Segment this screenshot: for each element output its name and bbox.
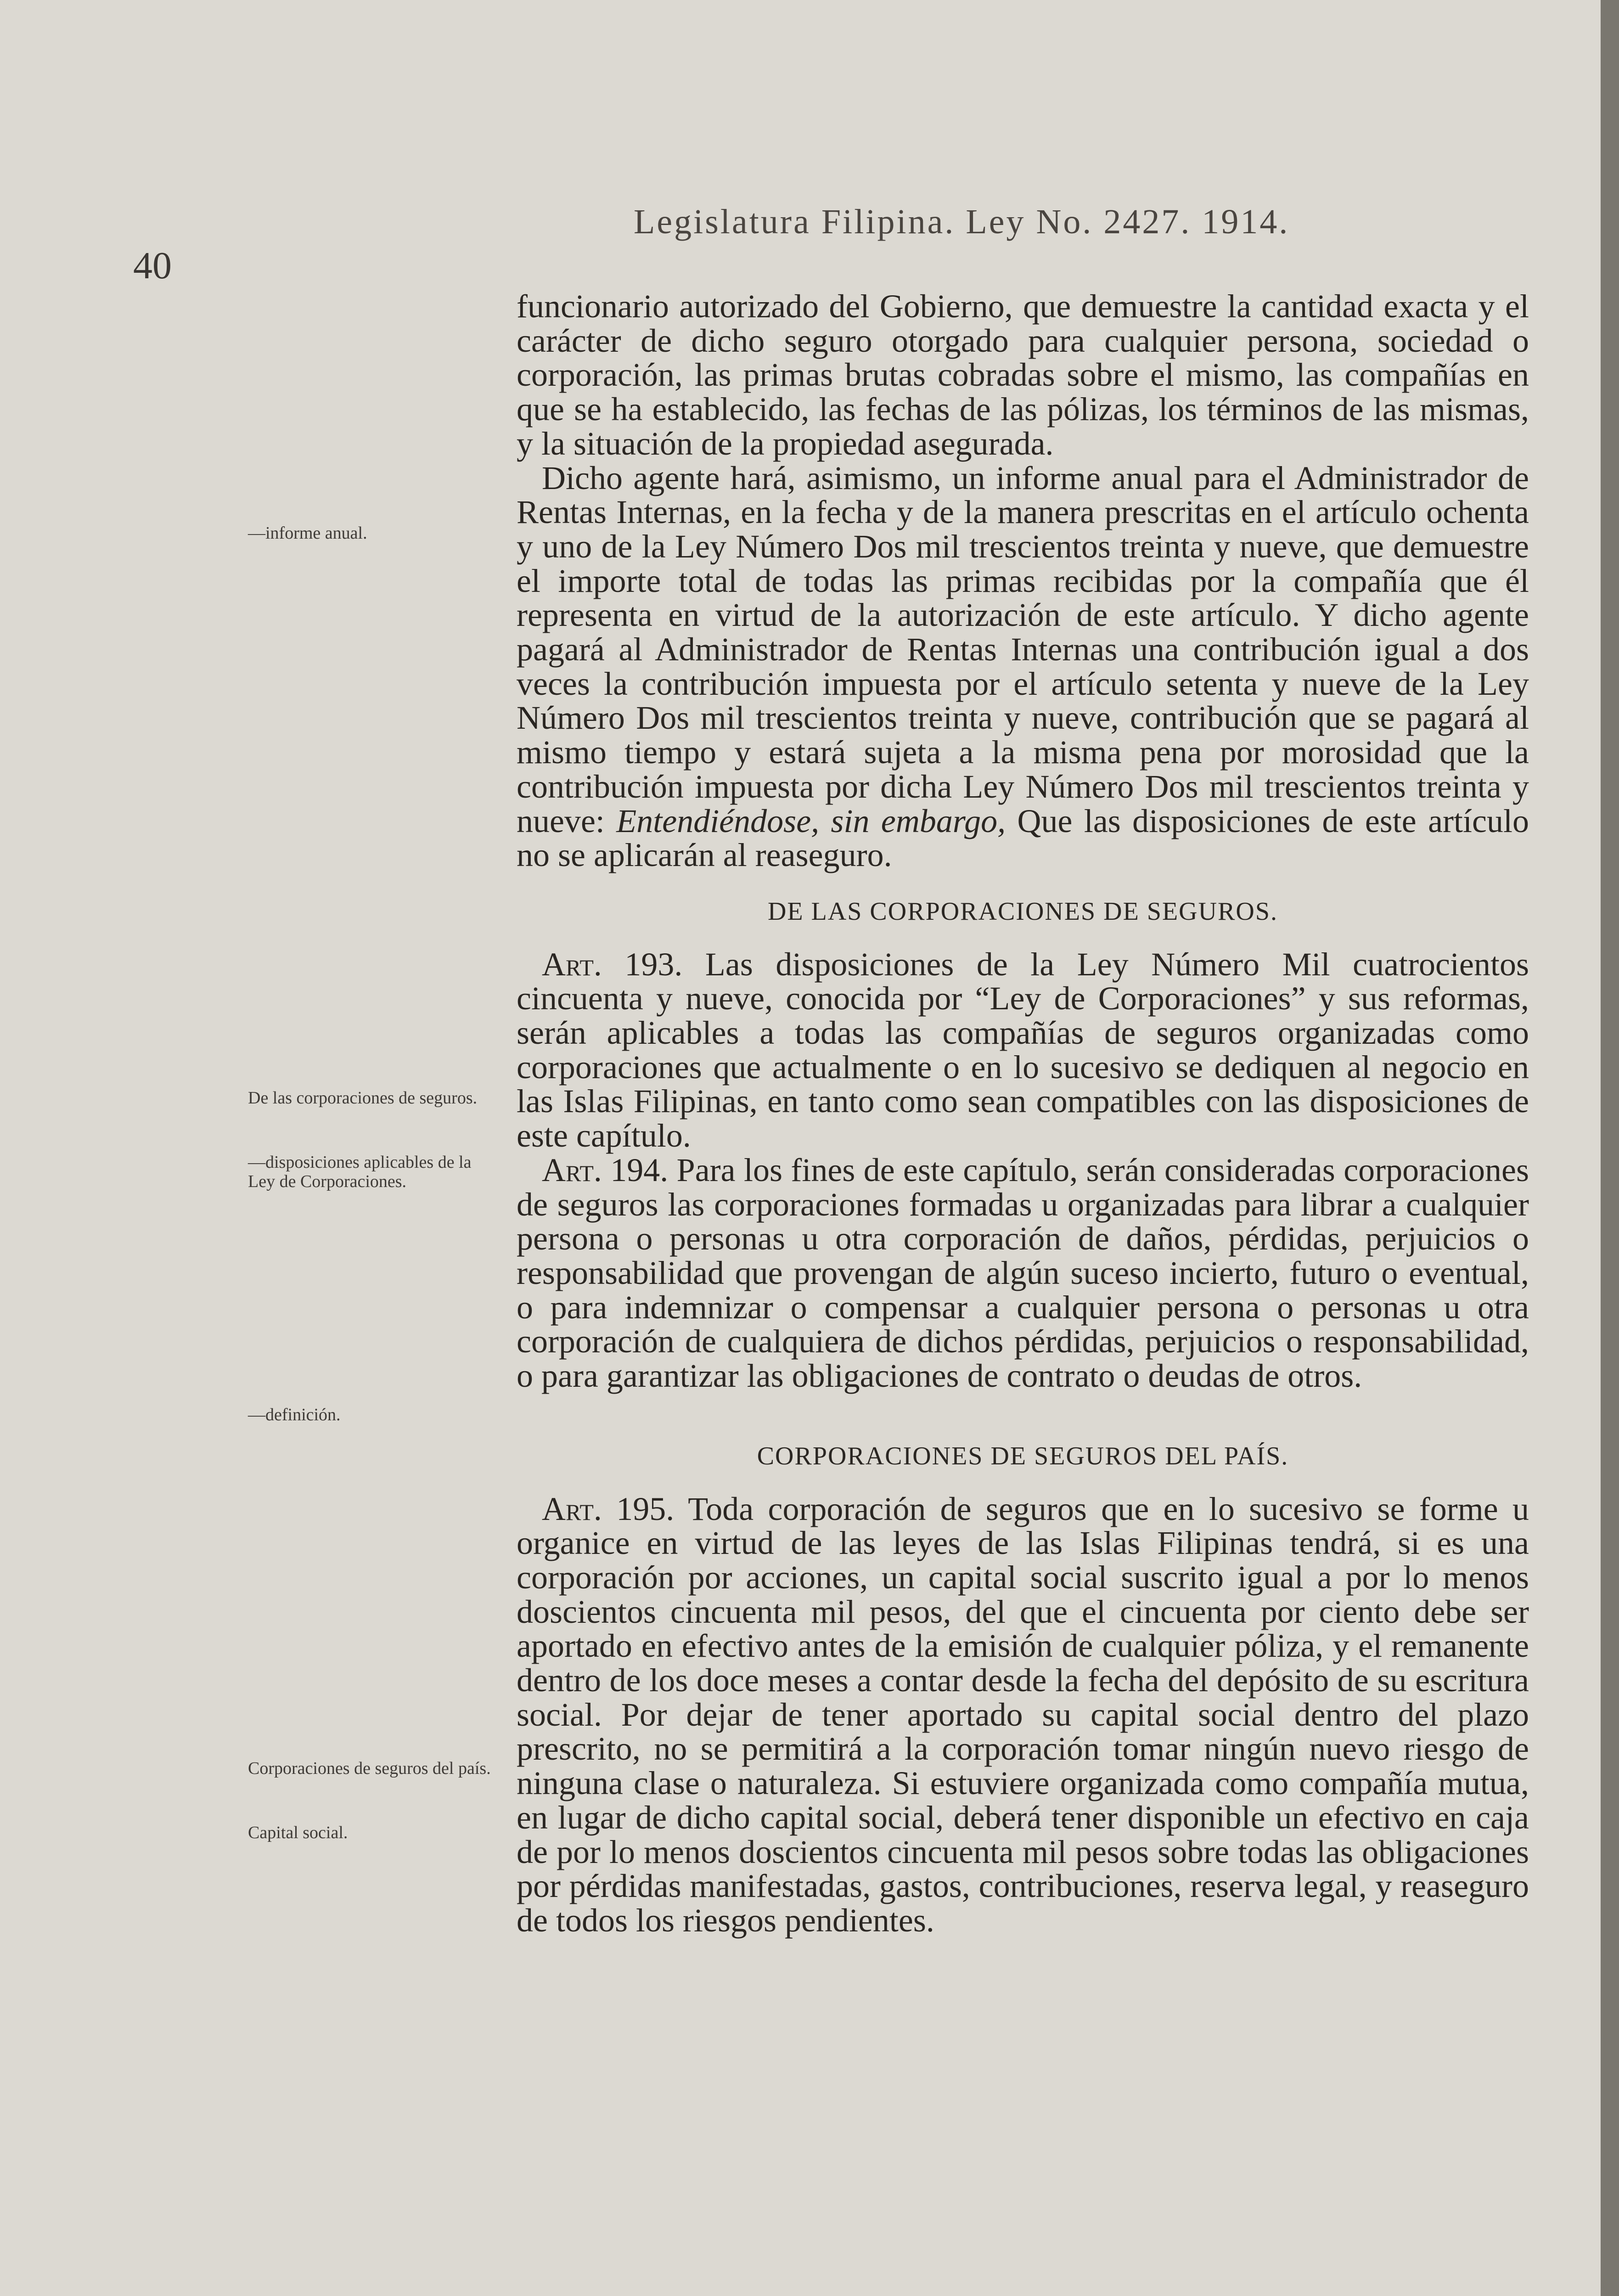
article-195-label: Art. 195. xyxy=(542,1490,675,1527)
body-text xyxy=(517,289,1529,1938)
paragraph-informe-anual-end: Que las disposiciones de este artículo no se aplicarán al reaseguro. xyxy=(517,802,1529,874)
section-heading-del-pais: CORPORACIONES DE SEGUROS DEL PAÍS. xyxy=(757,1441,1289,1470)
proviso-text: Entendiéndose, sin embargo, xyxy=(616,802,1006,839)
margin-note-de-las-corporaciones: De las corporaciones de seguros. xyxy=(248,1088,478,1108)
margin-note-informe-anual: —informe anual. xyxy=(248,523,367,543)
article-195-text: Toda corporación de seguros que en lo sucesivo se forme u organice en virtud de las leyes de las Islas Filipinas tendrá, si es una corporación por acciones, un capital social suscrito igual a por lo menos doscientos cincuenta mil pesos, del que el cincuenta por ciento debe ser aportado en efectivo antes de la emisión de cualquier póliza, y el remanente dentro de los doce meses a contar desde la fecha del depósito de su escritura social. Por dejar de tener aportado su capital social dentro del plazo prescrito, no se permitirá a la corporación tomar ningún nuevo riesgo de ninguna clase o naturaleza. Si estuviere organizada como compañía mutua, en lugar de dicho capital social, deberá tener disponible un efectivo en caja de por lo menos doscientos cincuenta mil pesos sobre todas las obligaciones por pérdidas manifestadas, gastos, contribuciones, reserva legal, y reaseguro de todos los riesgos pendientes. xyxy=(517,1490,1529,1939)
running-head: Legislatura Filipina. Ley No. 2427. 1914. xyxy=(634,203,1290,241)
margin-note-definicion: —definición. xyxy=(248,1405,341,1424)
margin-note-disposiciones-aplicables: —disposiciones aplicables de la Ley de Corporaciones. xyxy=(248,1153,472,1191)
paragraph-continuation: funcionario autorizado del Gobierno, que demuestre la cantidad exacta y el carácter de dicho seguro otorgado para cualquier persona, sociedad o corporación, las primas brutas cobradas sobre el mismo, las compañías en que se ha establecido, las fechas de las pólizas, los términos de las mismas, y la situación de la propiedad asegurada. xyxy=(517,288,1529,462)
page-number: 40 xyxy=(133,244,172,287)
article-193-text: Las disposiciones de la Ley Número Mil cuatrocientos cincuenta y nueve, conocida por “Ley de Corporaciones” y sus reformas, serán aplicables a todas las compañías de seguros organizadas como corporaciones que actualmente o en lo sucesivo se dediquen al negocio en las Islas Filipinas, en tanto como sean compatibles con las disposiciones de este capítulo. xyxy=(517,945,1529,1154)
margin-note-capital-social: Capital social. xyxy=(248,1823,348,1842)
margin-note-corporaciones-del-pais: Corporaciones de seguros del país. xyxy=(248,1759,491,1778)
section-heading-corporaciones: DE LAS CORPORACIONES DE SEGUROS. xyxy=(767,897,1278,926)
article-194-text: Para los fines de este capítulo, serán consideradas corporaciones de seguros las corporaciones formadas u organizadas para librar a cualquier persona o personas u otra corporación de daños, pérdidas, perjuicios o responsabilidad que provengan de algún suceso incierto, futuro o eventual, o para indemnizar o compensar a cualquier persona o personas u otra corporación de cualquiera de dichos pérdidas, perjuicios o responsabilidad, o para garantizar las obligaciones de contrato o deudas de otros. xyxy=(517,1151,1529,1395)
article-193 xyxy=(517,947,1529,1153)
paragraph-informe-anual xyxy=(517,461,1529,872)
article-193-label: Art. 193. xyxy=(542,945,683,983)
paragraph-informe-anual-text: Dicho agente hará, asimismo, un informe anual para el Administrador de Rentas Internas, en la fecha y de la manera prescritas en el artículo ochenta y uno de la Ley Número Dos mil trescientos treinta y nueve, que demuestre el importe total de todas las primas recibidas por la compañía que él representa en virtud de la autorización de este artículo. Y dicho agente pagará al Administrador de Rentas Internas una contribución igual a dos veces la contribución impuesta por el artículo setenta y nueve de la Ley Número Dos mil trescientos treinta y nueve, contribución que se pagará al mismo tiempo y estará sujeta a la misma pena por morosidad que la contribución impuesta por dicha Ley Número Dos mil trescientos treinta y nueve: xyxy=(517,459,1529,839)
article-195 xyxy=(517,1492,1529,1938)
article-194 xyxy=(517,1153,1529,1393)
article-194-label: Art. 194. xyxy=(542,1151,669,1188)
